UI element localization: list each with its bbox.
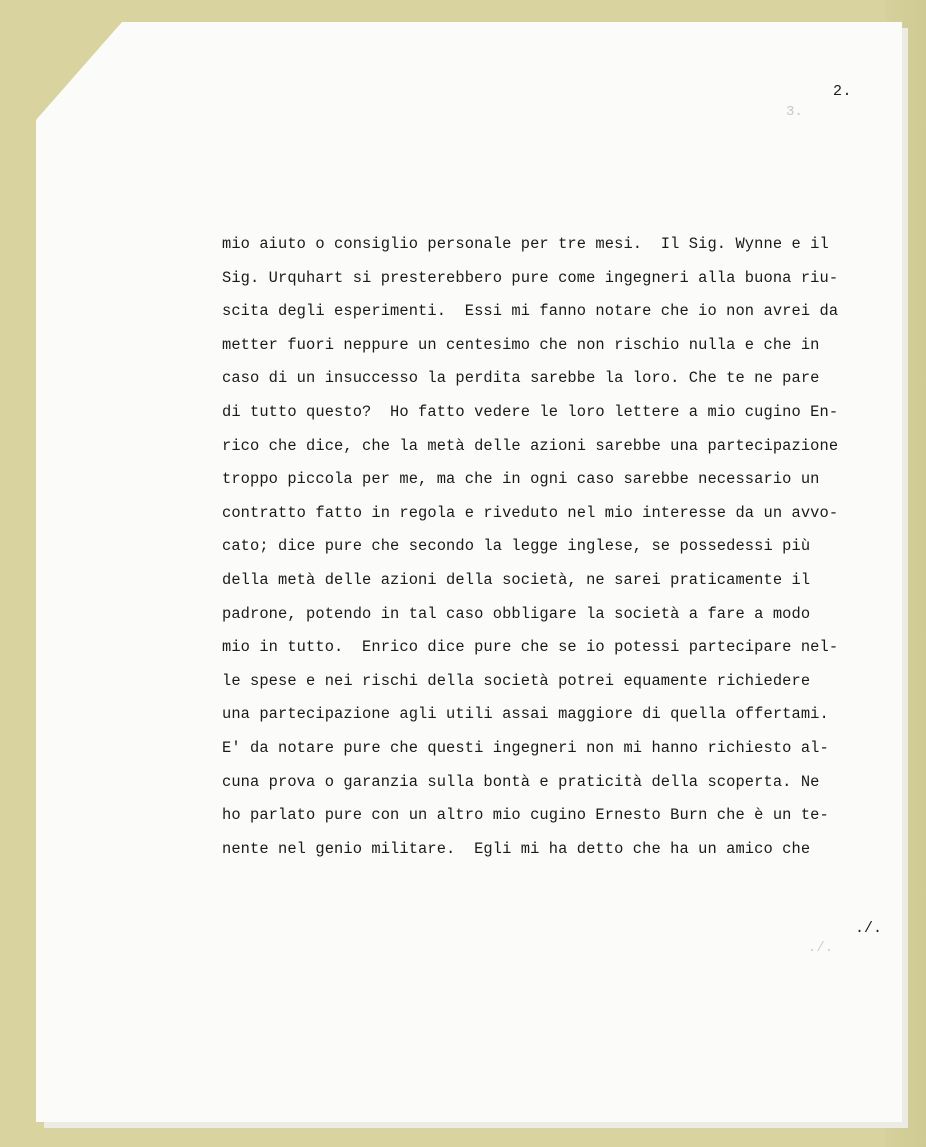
body-line: E' da notare pure che questi ingegneri non mi hanno richiesto al-: [222, 738, 829, 757]
body-line: mio aiuto o consiglio personale per tre mesi. Il Sig. Wynne e il: [222, 235, 829, 253]
body-line: metter fuori neppure un centesimo che non rischio nulla e che in: [222, 335, 820, 354]
show-through-page-number: 3.: [786, 104, 803, 120]
body-line: ho parlato pure con un altro mio cugino Ernesto Burn che è un te-: [222, 806, 829, 825]
body-line: mio in tutto. Enrico dice pure che se io potessi partecipare nel-: [222, 638, 839, 657]
body-line: scita degli esperimenti. Essi mi fanno notare che io non avrei da: [222, 302, 839, 321]
body-line: le spese e nei rischi della società potrei equamente richiedere: [222, 671, 811, 690]
body-line: della metà delle azioni della società, ne sarei praticamente il: [222, 570, 811, 589]
body-line: cuna prova o garanzia sulla bontà e praticità della scoperta. Ne: [222, 772, 820, 791]
body-line: cato; dice pure che secondo la legge inglese, se possedessi più: [222, 537, 811, 556]
page-number: 2.: [832, 83, 852, 100]
body-line: nente nel genio militare. Egli mi ha detto che ha un amico che: [222, 839, 811, 858]
body-line: Sig. Urquhart si presterebbero pure come ingegneri alla buona riu-: [222, 268, 839, 287]
letter-body: [222, 228, 839, 866]
body-line: padrone, potendo in tal caso obbligare la società a fare a modo: [222, 604, 811, 623]
body-line: contratto fatto in regola e riveduto nel mio interesse da un avvo-: [222, 503, 839, 522]
continuation-mark: ./.: [855, 920, 883, 937]
body-line: di tutto questo? Ho fatto vedere le loro lettere a mio cugino En-: [222, 402, 839, 421]
body-line: rico che dice, che la metà delle azioni sarebbe una partecipazione: [222, 436, 839, 455]
show-through-continuation-mark: ./.: [808, 940, 834, 956]
body-line: una partecipazione agli utili assai maggiore di quella offertami.: [222, 705, 829, 724]
body-line: caso di un insuccesso la perdita sarebbe la loro. Che te ne pare: [222, 369, 820, 388]
body-line: troppo piccola per me, ma che in ogni caso sarebbe necessario un: [222, 470, 820, 489]
